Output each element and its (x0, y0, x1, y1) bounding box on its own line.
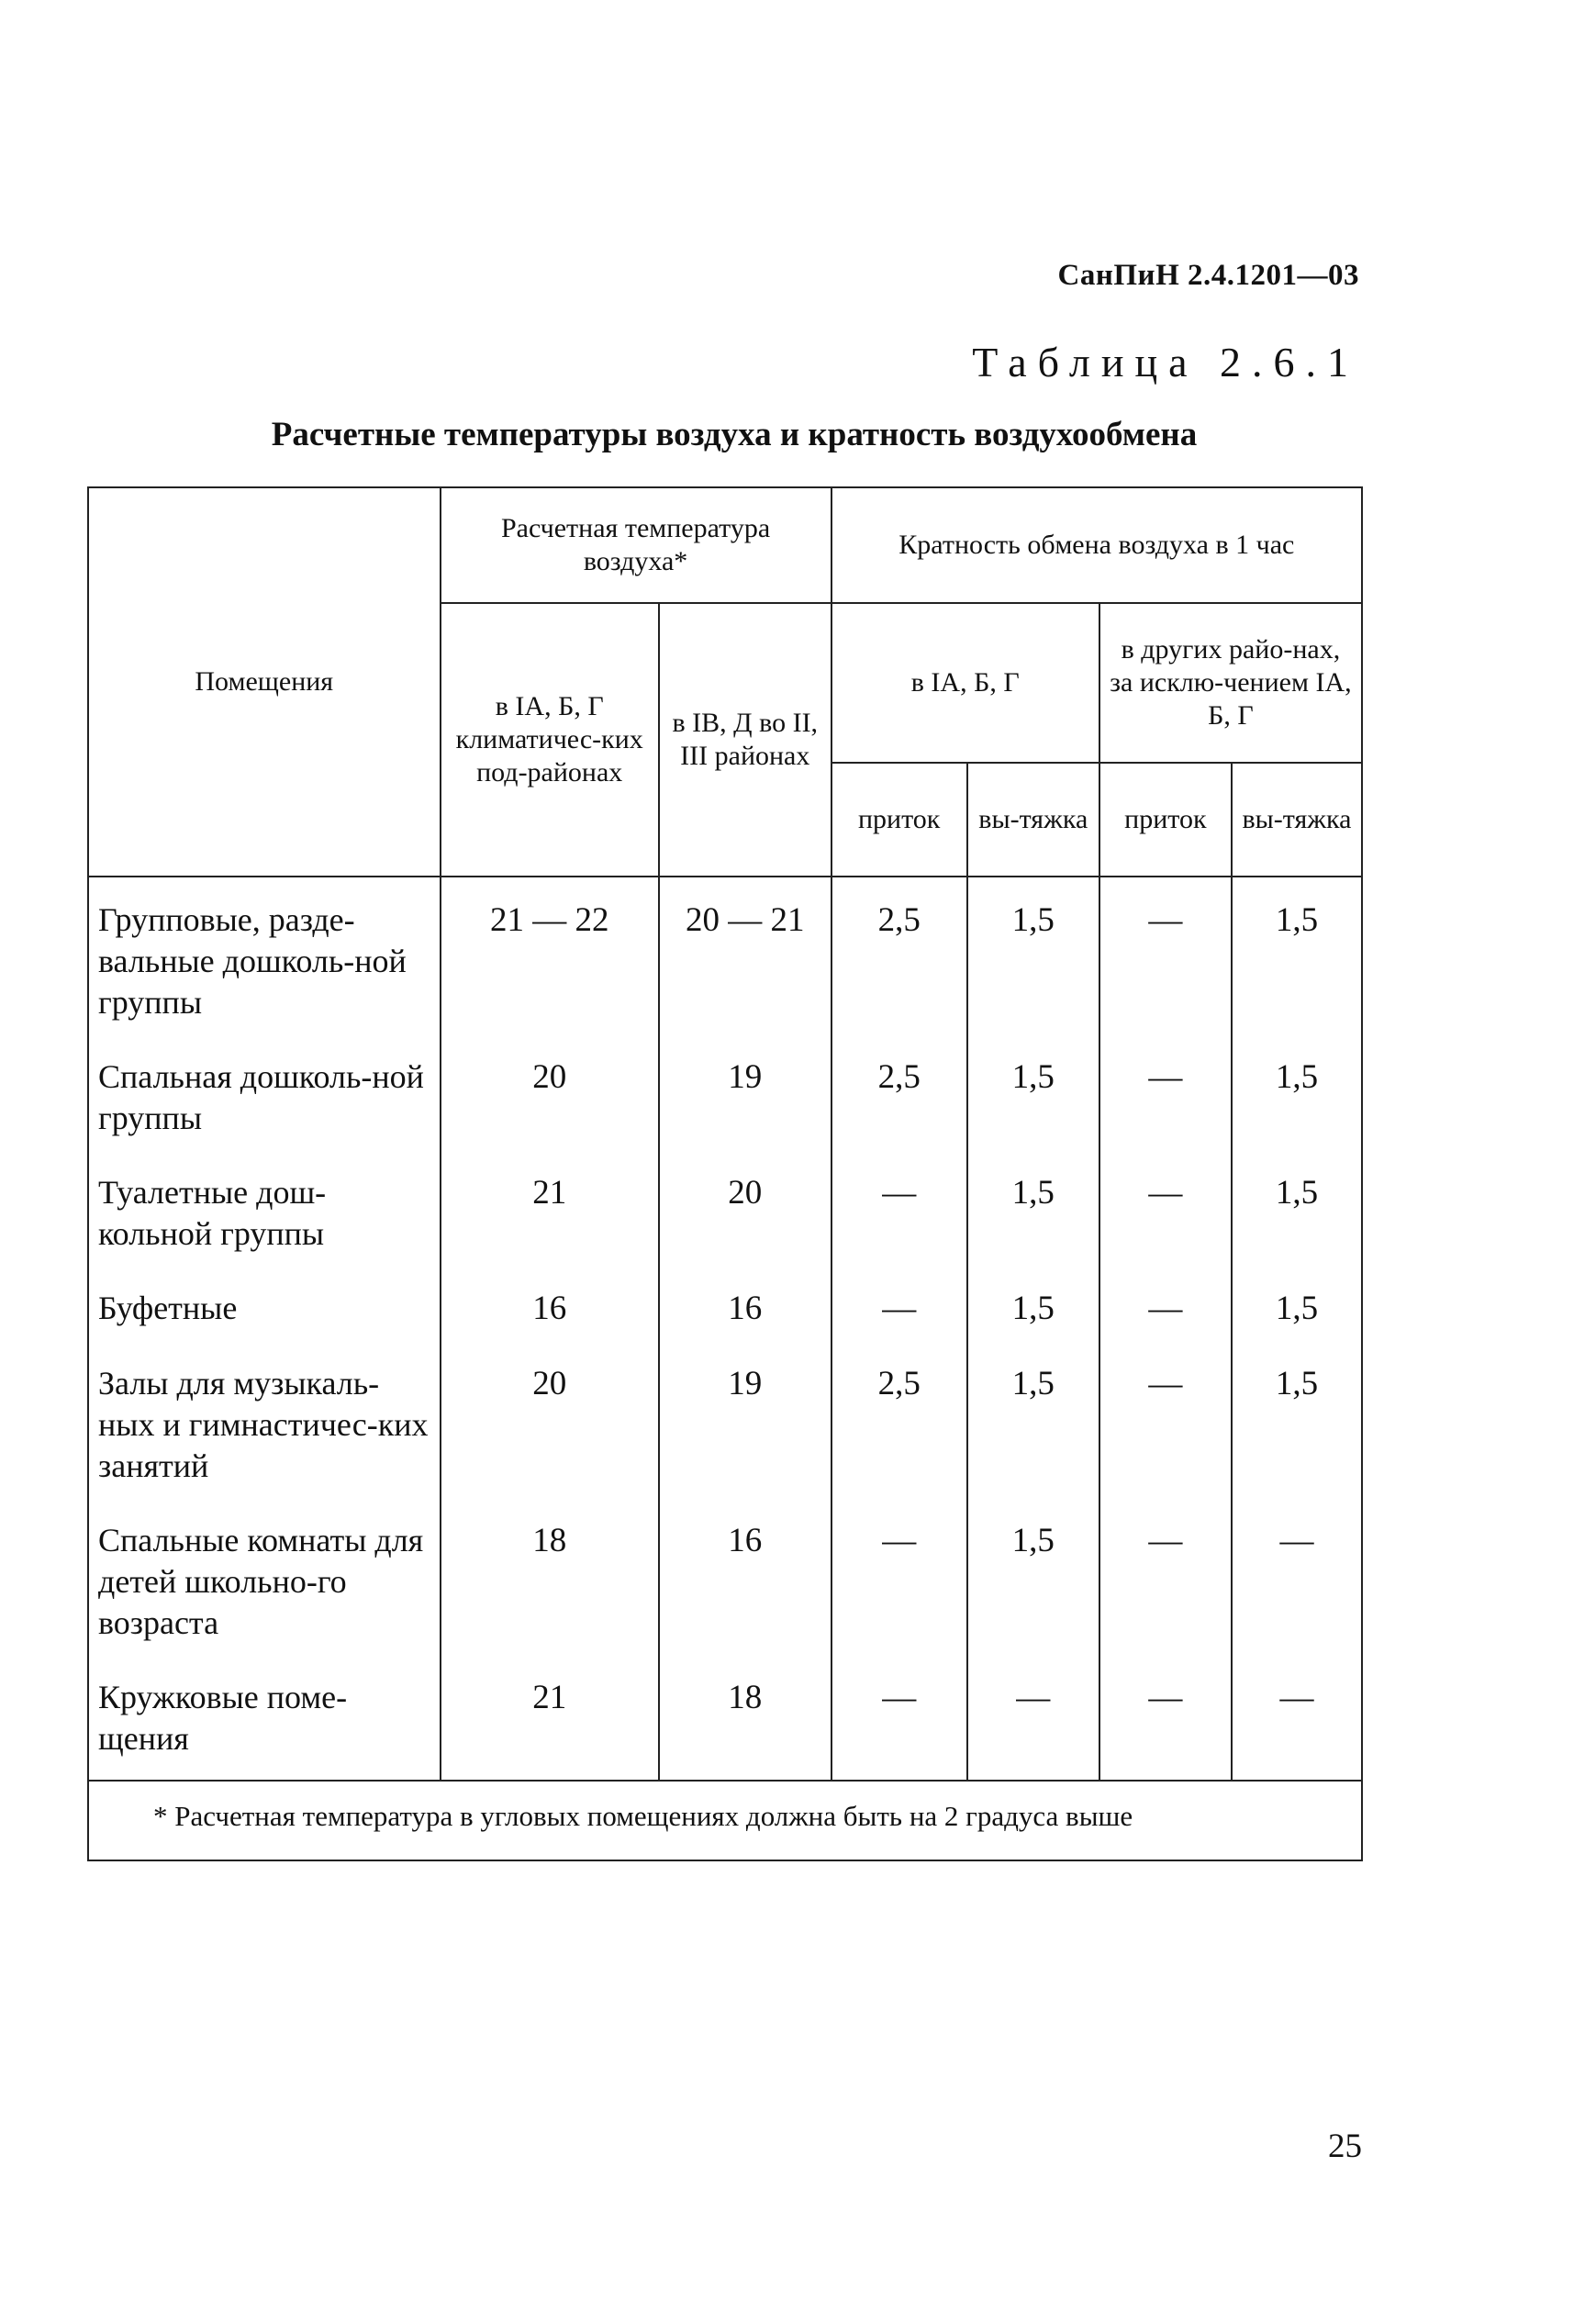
header-temperature: Расчетная температура воздуха* (441, 487, 831, 603)
inflow-ia-cell: 2,5 (831, 1346, 967, 1503)
header-exchange-ia: в IА, Б, Г (831, 603, 1099, 763)
outflow-ia-cell: 1,5 (967, 1346, 1099, 1503)
temp-iv-cell: 16 (659, 1271, 831, 1346)
temp-ia-cell: 20 (441, 1346, 659, 1503)
temp-ia-cell: 16 (441, 1271, 659, 1346)
temp-iv-cell: 20 (659, 1156, 831, 1271)
temp-iv-cell: 16 (659, 1503, 831, 1660)
temp-ia-cell: 18 (441, 1503, 659, 1660)
inflow-other-cell: — (1099, 1040, 1232, 1156)
page-number: 25 (1328, 2128, 1362, 2165)
outflow-ia-cell: 1,5 (967, 1503, 1099, 1660)
table-row (88, 1156, 1362, 1271)
inflow-other-cell: — (1099, 1346, 1232, 1503)
inflow-ia-cell: 2,5 (831, 877, 967, 1040)
temp-ia-cell: 21 (441, 1660, 659, 1781)
header-inflow-other: приток (1099, 763, 1232, 877)
header-outflow-ia: вы-тяжка (967, 763, 1099, 877)
inflow-other-cell: — (1099, 1156, 1232, 1271)
room-cell: Групповые, разде-вальные дошколь-ной группы (88, 877, 441, 1040)
document-code: СанПиН 2.4.1201—03 (1057, 259, 1359, 292)
temp-iv-cell: 18 (659, 1660, 831, 1781)
room-cell: Туалетные дош-кольной группы (88, 1156, 441, 1271)
inflow-ia-cell: 2,5 (831, 1040, 967, 1156)
room-cell: Спальные комнаты для детей школьно-го возраста (88, 1503, 441, 1660)
outflow-ia-cell: 1,5 (967, 1271, 1099, 1346)
outflow-other-cell: — (1232, 1503, 1362, 1660)
data-table (87, 486, 1363, 1861)
inflow-ia-cell: — (831, 1503, 967, 1660)
temp-ia-cell: 20 (441, 1040, 659, 1156)
table-label: Таблица 2.6.1 (972, 339, 1359, 385)
room-cell: Буфетные (88, 1271, 441, 1346)
inflow-ia-cell: — (831, 1156, 967, 1271)
header-inflow-ia: приток (831, 763, 967, 877)
table-row (88, 1503, 1362, 1660)
table-title: Расчетные температуры воздуха и кратность воздухообмена (271, 416, 1198, 453)
room-cell: Спальная дошколь-ной группы (88, 1040, 441, 1156)
header-rooms: Помещения (88, 487, 441, 877)
inflow-other-cell: — (1099, 1503, 1232, 1660)
table-row (88, 1271, 1362, 1346)
header-exchange-other: в других райо-нах, за исклю-чением IА, Б, Г (1099, 603, 1362, 763)
header-outflow-other: вы-тяжка (1232, 763, 1362, 877)
outflow-other-cell: 1,5 (1232, 1156, 1362, 1271)
inflow-other-cell: — (1099, 1660, 1232, 1781)
outflow-ia-cell: — (967, 1660, 1099, 1781)
temp-iv-cell: 20 — 21 (659, 877, 831, 1040)
temp-iv-cell: 19 (659, 1346, 831, 1503)
table-row (88, 1040, 1362, 1156)
outflow-other-cell: 1,5 (1232, 1346, 1362, 1503)
inflow-ia-cell: — (831, 1660, 967, 1781)
header-temp-iv: в IВ, Д во II, III районах (659, 603, 831, 877)
outflow-ia-cell: 1,5 (967, 1156, 1099, 1271)
inflow-other-cell: — (1099, 1271, 1232, 1346)
table-footnote: * Расчетная температура в угловых помещениях должна быть на 2 градуса выше (88, 1781, 1362, 1860)
header-air-exchange: Кратность обмена воздуха в 1 час (831, 487, 1362, 603)
room-cell: Залы для музыкаль-ных и гимнастичес-ких занятий (88, 1346, 441, 1503)
outflow-ia-cell: 1,5 (967, 1040, 1099, 1156)
temp-ia-cell: 21 (441, 1156, 659, 1271)
inflow-ia-cell: — (831, 1271, 967, 1346)
outflow-other-cell: 1,5 (1232, 1040, 1362, 1156)
room-cell: Кружковые поме-щения (88, 1660, 441, 1781)
outflow-other-cell: 1,5 (1232, 1271, 1362, 1346)
temp-ia-cell: 21 — 22 (441, 877, 659, 1040)
inflow-other-cell: — (1099, 877, 1232, 1040)
outflow-ia-cell: 1,5 (967, 877, 1099, 1040)
table-row (88, 1660, 1362, 1781)
temp-iv-cell: 19 (659, 1040, 831, 1156)
outflow-other-cell: 1,5 (1232, 877, 1362, 1040)
header-temp-ia: в IА, Б, Г климатичес-ких под-районах (441, 603, 659, 877)
table-row (88, 1346, 1362, 1503)
table-row (88, 877, 1362, 1040)
outflow-other-cell: — (1232, 1660, 1362, 1781)
